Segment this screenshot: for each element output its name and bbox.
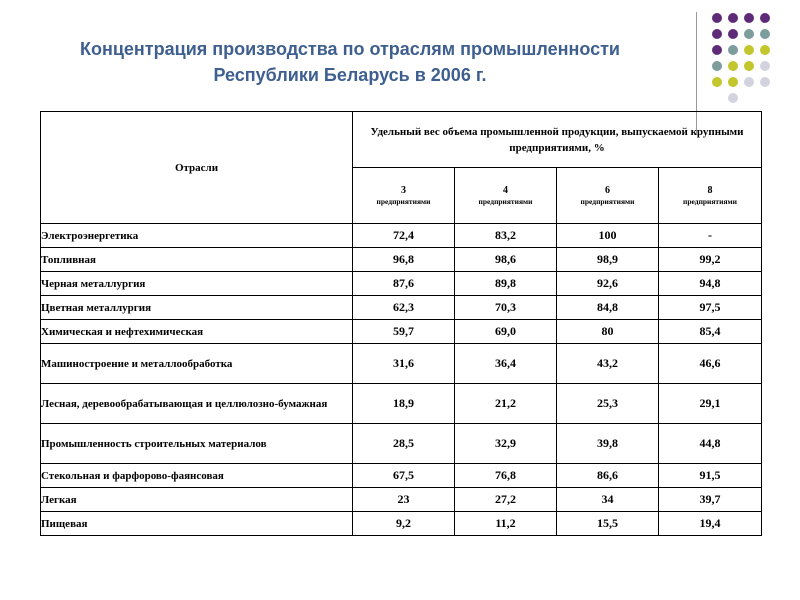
share-value: 25,3	[557, 384, 659, 424]
decorative-dot	[760, 29, 770, 39]
share-value: 31,6	[353, 344, 455, 384]
share-value: 80	[557, 320, 659, 344]
column-unit: предприятиями	[376, 197, 431, 206]
share-value: 70,3	[455, 296, 557, 320]
share-value: 92,6	[557, 272, 659, 296]
share-value: 59,7	[353, 320, 455, 344]
share-value: 100	[557, 224, 659, 248]
share-value: 98,6	[455, 248, 557, 272]
decorative-dot	[728, 29, 738, 39]
share-value: 9,2	[353, 512, 455, 536]
share-value: 23	[353, 488, 455, 512]
share-value: 87,6	[353, 272, 455, 296]
share-value: 39,7	[659, 488, 762, 512]
decorative-dot	[728, 45, 738, 55]
share-value: 84,8	[557, 296, 659, 320]
decorative-dot	[712, 45, 722, 55]
sector-name: Машиностроение и металлообработка	[41, 344, 353, 384]
decorative-dot	[760, 13, 770, 23]
decorative-dot	[744, 45, 754, 55]
share-value: -	[659, 224, 762, 248]
column-unit: предприятиями	[683, 197, 737, 206]
share-value: 32,9	[455, 424, 557, 464]
sector-name: Легкая	[41, 488, 353, 512]
share-value: 91,5	[659, 464, 762, 488]
share-value: 72,4	[353, 224, 455, 248]
table-row	[41, 464, 762, 488]
decorative-dot	[744, 13, 754, 23]
decorative-dot	[728, 77, 738, 87]
table-row	[41, 296, 762, 320]
table-row	[41, 248, 762, 272]
decorative-dot	[744, 29, 754, 39]
sector-name: Химическая и нефтехимическая	[41, 320, 353, 344]
share-value: 43,2	[557, 344, 659, 384]
sector-column-header: Отрасли	[41, 112, 353, 224]
header-row-1	[41, 112, 762, 168]
share-value: 18,9	[353, 384, 455, 424]
sector-name: Топливная	[41, 248, 353, 272]
sector-name: Стекольная и фарфорово-фаянсовая	[41, 464, 353, 488]
decorative-dot	[744, 77, 754, 87]
share-value: 69,0	[455, 320, 557, 344]
share-value: 86,6	[557, 464, 659, 488]
decorative-dot	[728, 61, 738, 71]
share-value: 62,3	[353, 296, 455, 320]
decorative-dot	[744, 61, 754, 71]
decorative-dot	[760, 45, 770, 55]
decorative-dot	[712, 61, 722, 71]
share-value: 21,2	[455, 384, 557, 424]
decorative-dot	[712, 13, 722, 23]
share-value: 67,5	[353, 464, 455, 488]
column-header-8	[659, 168, 762, 224]
share-value: 34	[557, 488, 659, 512]
share-value: 85,4	[659, 320, 762, 344]
concentration-table	[40, 111, 762, 536]
table-row	[41, 224, 762, 248]
table-row	[41, 272, 762, 296]
slide-title	[30, 36, 670, 88]
sector-name: Пищевая	[41, 512, 353, 536]
share-group-header: Удельный вес объема промышленной продукции, выпускаемой крупными предприятиями, %	[353, 112, 762, 168]
decorative-dot	[712, 29, 722, 39]
share-value: 36,4	[455, 344, 557, 384]
share-value: 28,5	[353, 424, 455, 464]
share-value: 11,2	[455, 512, 557, 536]
decorative-dot	[760, 77, 770, 87]
sector-name: Цветная металлургия	[41, 296, 353, 320]
share-value: 46,6	[659, 344, 762, 384]
share-value: 83,2	[455, 224, 557, 248]
title-line-1: Концентрация производства по отраслям промышленности	[80, 39, 620, 59]
sector-name: Промышленность строительных материалов	[41, 424, 353, 464]
share-value: 19,4	[659, 512, 762, 536]
share-value: 29,1	[659, 384, 762, 424]
sector-name: Лесная, деревообрабатывающая и целлюлозно-бумажная	[41, 384, 353, 424]
column-number: 3	[401, 185, 406, 196]
table-row	[41, 384, 762, 424]
table-row	[41, 320, 762, 344]
share-value: 98,9	[557, 248, 659, 272]
column-header-3	[353, 168, 455, 224]
share-value: 27,2	[455, 488, 557, 512]
column-unit: предприятиями	[580, 197, 635, 206]
table-row	[41, 424, 762, 464]
share-value: 39,8	[557, 424, 659, 464]
decorative-dot	[728, 13, 738, 23]
share-value: 15,5	[557, 512, 659, 536]
column-number: 8	[707, 185, 713, 196]
title-line-2: Республики Беларусь в 2006 г.	[213, 65, 487, 85]
table-row	[41, 344, 762, 384]
decorative-dot	[712, 77, 722, 87]
share-value: 44,8	[659, 424, 762, 464]
column-unit: предприятиями	[478, 197, 533, 206]
share-value: 94,8	[659, 272, 762, 296]
table-row	[41, 512, 762, 536]
sector-name: Электроэнергетика	[41, 224, 353, 248]
decorative-dot	[760, 61, 770, 71]
share-value: 89,8	[455, 272, 557, 296]
table-row	[41, 488, 762, 512]
share-value: 99,2	[659, 248, 762, 272]
column-header-4	[455, 168, 557, 224]
decorative-dot	[728, 93, 738, 103]
column-header-6	[557, 168, 659, 224]
column-number: 4	[503, 185, 508, 196]
share-value: 96,8	[353, 248, 455, 272]
share-value: 97,5	[659, 296, 762, 320]
share-value: 76,8	[455, 464, 557, 488]
column-number: 6	[605, 185, 610, 196]
sector-name: Черная металлургия	[41, 272, 353, 296]
